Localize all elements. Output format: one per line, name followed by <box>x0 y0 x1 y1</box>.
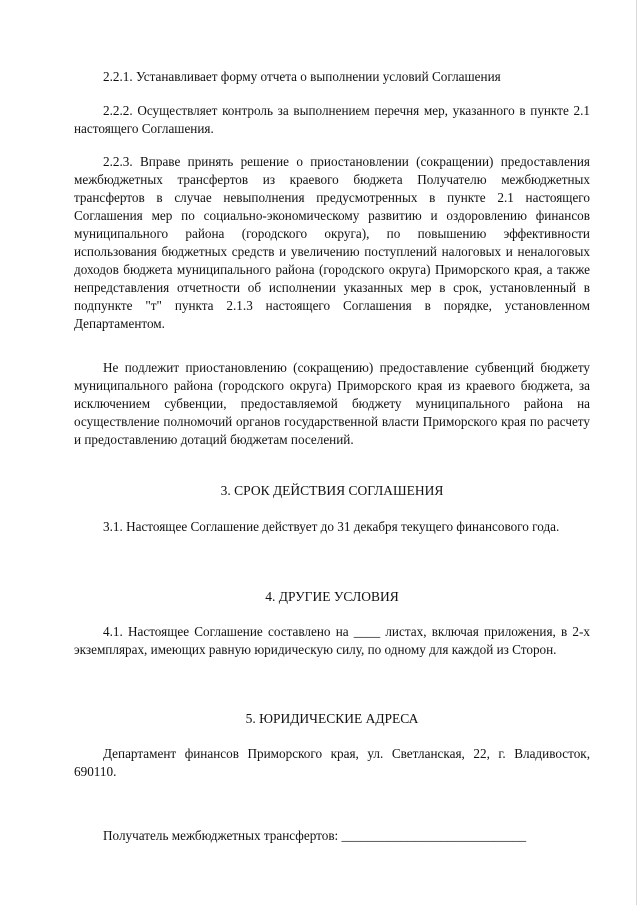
paragraph-address: Департамент финансов Приморского края, ул. Светланская, 22, г. Владивосток, 690110. <box>74 746 590 779</box>
heading-section-3: 3. СРОК ДЕЙСТВИЯ СОГЛАШЕНИЯ <box>220 483 444 498</box>
heading-section-5: 5. ЮРИДИЧЕСКИЕ АДРЕСА <box>245 711 419 726</box>
recipient-signature-line: Получатель межбюджетных трансфертов: ____________________________ <box>103 828 527 843</box>
page-edge-divider <box>636 0 637 905</box>
paragraph-2-2-1: 2.2.1. Устанавливает форму отчета о выполнении условий Соглашения <box>103 69 501 84</box>
paragraph-4-1: 4.1. Настоящее Соглашение составлено на ____ листах, включая приложения, в 2-х экземплярах, имеющих равную юридическую силу, по одному для каждой из Сторон. <box>74 624 590 657</box>
paragraph-2-2-2: 2.2.2. Осуществляет контроль за выполнением перечня мер, указанного в пункте 2.1 настоящего Соглашения. <box>74 103 590 136</box>
heading-section-4: 4. ДРУГИЕ УСЛОВИЯ <box>265 589 399 604</box>
paragraph-2-2-3: 2.2.3. Вправе принять решение о приостановлении (сокращении) предоставления межбюджетных трансфертов из краевого бюджета Получателю межбюджетных трансфертов в случае невыполнения предусмотренных в пункте 2.1 настоящего Соглашения мер по социально-экономическому развитию и оздоровлению финансов муниципального района (городского округа), по повышению эффективности использования бюджетных средств и увеличению поступлений налоговых и неналоговых доходов бюджета муниципального района (городского округа) Приморского края, а также непредставления отчетности об исполнении указанных мер в срок, установленный в подпункте "т" пункта 2.1.3 настоящего Соглашения в порядке, установленном Департаментом. <box>74 154 590 331</box>
paragraph-not-subject: Не подлежит приостановлению (сокращению) предоставление субвенций бюджету муниципального района (городского округа) Приморского края из краевого бюджета, за исключением субвенции, предоставляемой бюджету муниципального района на осуществление полномочий органов государственной власти Приморского края по расчету и предоставлению дотаций бюджетам поселений. <box>74 360 590 447</box>
paragraph-3-1: 3.1. Настоящее Соглашение действует до 31 декабря текущего финансового года. <box>103 519 560 534</box>
